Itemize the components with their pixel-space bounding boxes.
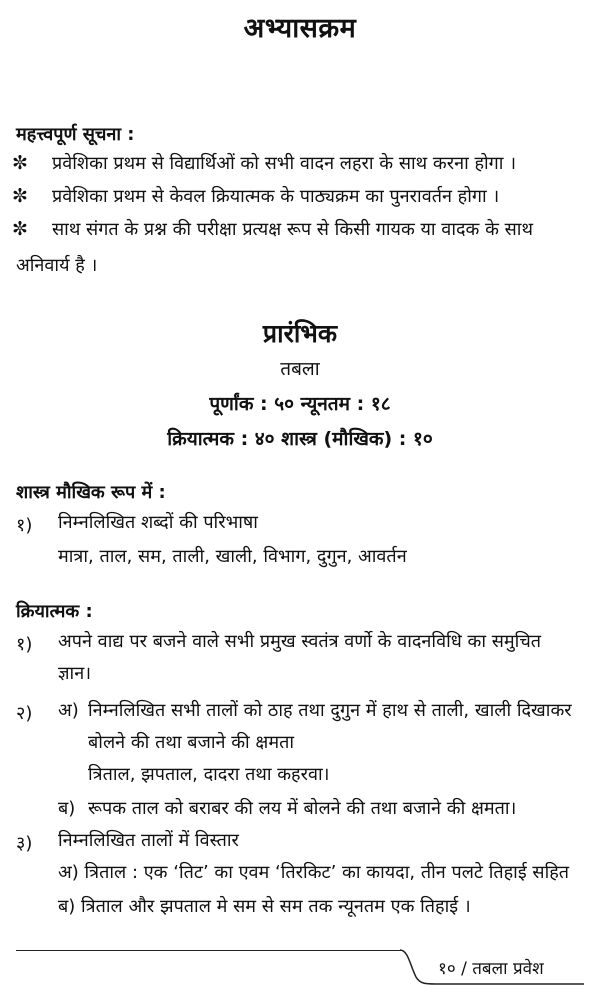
marks-line-1: पूर्णांक : ५० न्यूनतम : १८ <box>209 393 391 415</box>
sub-marker: अ) <box>58 700 79 721</box>
notice-item-2: प्रवेशिका प्रथम से केवल क्रियात्मक के पाठ्यक्रम का पुनरावर्तन होगा । <box>52 186 500 207</box>
practical-item-2a: निम्नलिखित सभी तालों को ठाह तथा दुगुन में हाथ से ताली, खाली दिखाकर <box>88 700 572 721</box>
list-number: १) <box>16 634 33 655</box>
practical-item-3a: अ) त्रिताल : एक ‘तिट’ का एवम ‘तिरकिट’ का कायदा, तीन पलटे तिहाई सहित <box>58 862 570 883</box>
marks-line-2: क्रियात्मक : ४० शास्त्र (मौखिक) : १० <box>167 428 433 450</box>
practical-item-3b: ब) त्रिताल और झपताल मे सम से सम तक न्यूनतम एक तिहाई । <box>58 896 471 917</box>
list-number: १) <box>16 515 33 536</box>
theory-item: निम्नलिखित शब्दों की परिभाषा <box>58 512 258 533</box>
bullet-icon: ✼ <box>12 185 28 207</box>
section-subject: तबला <box>280 358 320 380</box>
page-footer: १० / तबला प्रवेश <box>438 959 544 979</box>
notice-heading: महत्त्वपूर्ण सूचना : <box>16 124 135 145</box>
practical-item-3: निम्नलिखित तालों में विस्तार <box>58 830 239 851</box>
notice-item-3: साथ संगत के प्रश्न की परीक्षा प्रत्यक्ष रूप से किसी गायक या वादक के साथ <box>52 219 533 240</box>
practical-heading: क्रियात्मक : <box>16 601 93 622</box>
practical-item-2a-continued: बोलने की तथा बजाने की क्षमता <box>88 732 295 753</box>
list-number: ३) <box>16 833 33 854</box>
practical-item-2b: रूपक ताल को बराबर की लय में बोलने की तथा बजाने की क्षमता। <box>88 798 517 819</box>
theory-terms: मात्रा, ताल, सम, ताली, खाली, विभाग, दुगुन, आवर्तन <box>58 546 407 567</box>
footer-rule <box>16 950 401 951</box>
section-title: प्रारंभिक <box>262 319 338 348</box>
notice-item-1: प्रवेशिका प्रथम से विद्यार्थिओं को सभी वादन लहरा के साथ करना होगा । <box>52 153 517 174</box>
page-title: अभ्यासक्रम <box>243 13 357 44</box>
tala-list: त्रिताल, झपताल, दादरा तथा कहरवा। <box>88 764 330 785</box>
footer-tab <box>398 947 586 985</box>
bullet-icon: ✼ <box>12 218 28 240</box>
practical-item-1-continued: ज्ञान। <box>58 663 92 684</box>
theory-heading: शास्त्र मौखिक रूप में : <box>16 482 166 503</box>
notice-item-3-continued: अनिवार्य है । <box>16 255 98 276</box>
list-number: २) <box>16 703 33 724</box>
practical-item-1: अपने वाद्य पर बजने वाले सभी प्रमुख स्वतंत्र वर्णो के वादनविधि का समुचित <box>58 631 542 652</box>
bullet-icon: ✼ <box>12 152 28 174</box>
sub-marker: ब) <box>58 798 76 819</box>
